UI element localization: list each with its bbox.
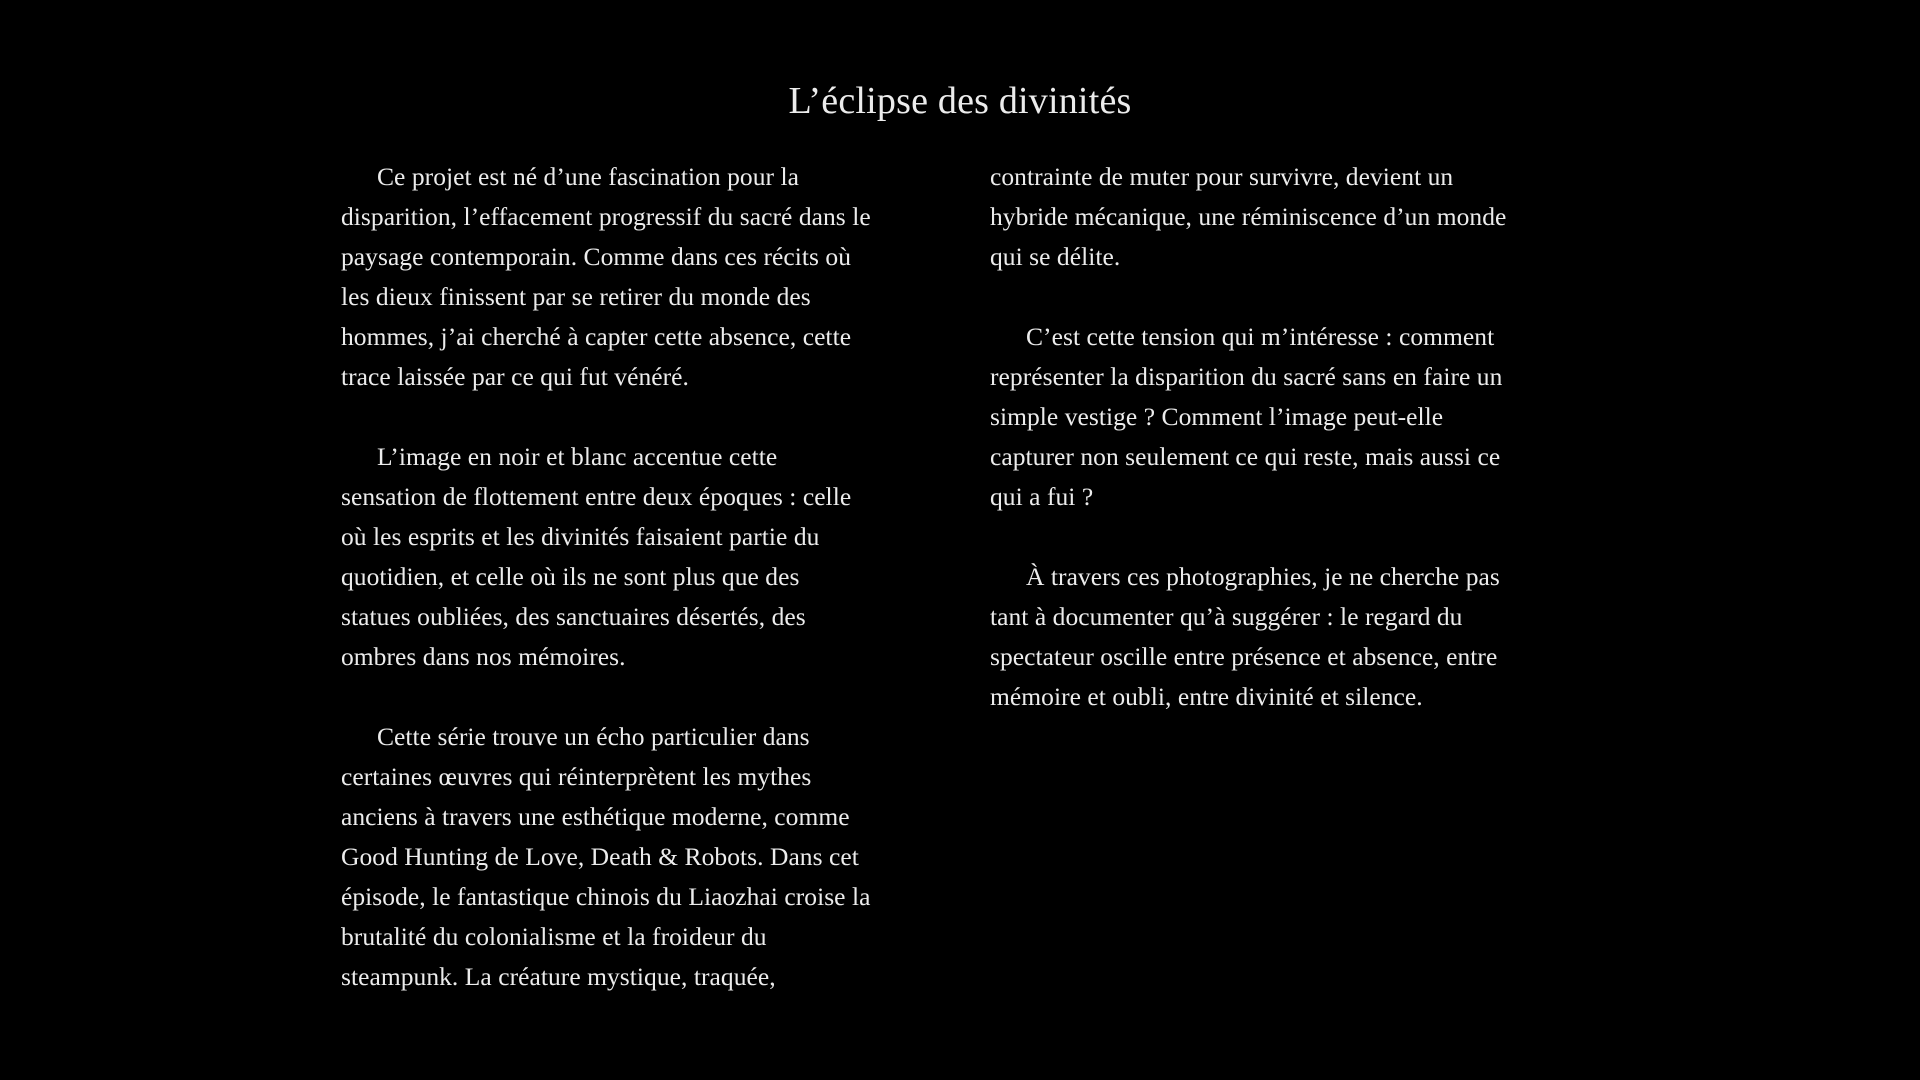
text-line: certaines œuvres qui réinterprètent les mythes bbox=[341, 762, 812, 791]
text-line: simple vestige ? Comment l’image peut-elle bbox=[990, 402, 1444, 431]
text-line: trace laissée par ce qui fut vénéré. bbox=[341, 362, 689, 391]
text-line: tant à documenter qu’à suggérer : le regard du bbox=[990, 602, 1463, 631]
text-line: Cette série trouve un écho particulier dans bbox=[377, 722, 810, 751]
text-line: Good Hunting de Love, Death & Robots. Dans cet bbox=[341, 842, 859, 871]
text-line: qui a fui ? bbox=[990, 482, 1094, 511]
text-line: épisode, le fantastique chinois du Liaozhai croise la bbox=[341, 882, 871, 911]
paragraph-gap bbox=[341, 397, 937, 437]
paragraph bbox=[341, 437, 937, 677]
text-line: C’est cette tension qui m’intéresse : comment bbox=[1026, 322, 1495, 351]
text-column-right bbox=[990, 157, 1586, 717]
text-line: quotidien, et celle où ils ne sont plus que des bbox=[341, 562, 800, 591]
text-line: L’image en noir et blanc accentue cette bbox=[377, 442, 778, 471]
paragraph bbox=[341, 157, 937, 397]
text-line: sensation de flottement entre deux époques : celle bbox=[341, 482, 852, 511]
text-line: capturer non seulement ce qui reste, mais aussi ce bbox=[990, 442, 1501, 471]
text-line: Ce projet est né d’une fascination pour la bbox=[377, 162, 800, 191]
paragraph-gap bbox=[341, 677, 937, 717]
page-title: L’éclipse des divinités bbox=[788, 80, 1132, 122]
text-line: ombres dans nos mémoires. bbox=[341, 642, 626, 671]
text-line: contrainte de muter pour survivre, devient un bbox=[990, 162, 1454, 191]
text-column-left bbox=[341, 157, 937, 997]
paragraph bbox=[990, 557, 1586, 717]
text-line: disparition, l’effacement progressif du sacré dans le bbox=[341, 202, 871, 231]
text-line: où les esprits et les divinités faisaient partie du bbox=[341, 522, 820, 551]
text-line: hommes, j’ai cherché à capter cette absence, cette bbox=[341, 322, 852, 351]
text-line: steampunk. La créature mystique, traquée, bbox=[341, 962, 776, 991]
text-line: spectateur oscille entre présence et absence, entre bbox=[990, 642, 1498, 671]
text-line: anciens à travers une esthétique moderne, comme bbox=[341, 802, 850, 831]
text-line: représenter la disparition du sacré sans en faire un bbox=[990, 362, 1503, 391]
text-line: À travers ces photographies, je ne cherche pas bbox=[1026, 562, 1500, 591]
paragraph bbox=[990, 157, 1586, 277]
text-line: les dieux finissent par se retirer du monde des bbox=[341, 282, 811, 311]
text-line: paysage contemporain. Comme dans ces récits où bbox=[341, 242, 852, 271]
text-line: statues oubliées, des sanctuaires désertés, des bbox=[341, 602, 806, 631]
paragraph-gap bbox=[990, 517, 1586, 557]
paragraph-gap bbox=[990, 277, 1586, 317]
text-line: mémoire et oubli, entre divinité et silence. bbox=[990, 682, 1423, 711]
text-line: brutalité du colonialisme et la froideur du bbox=[341, 922, 767, 951]
text-line: hybride mécanique, une réminiscence d’un monde bbox=[990, 202, 1507, 231]
text-line: qui se délite. bbox=[990, 242, 1121, 271]
paragraph bbox=[341, 717, 937, 997]
paragraph bbox=[990, 317, 1586, 517]
